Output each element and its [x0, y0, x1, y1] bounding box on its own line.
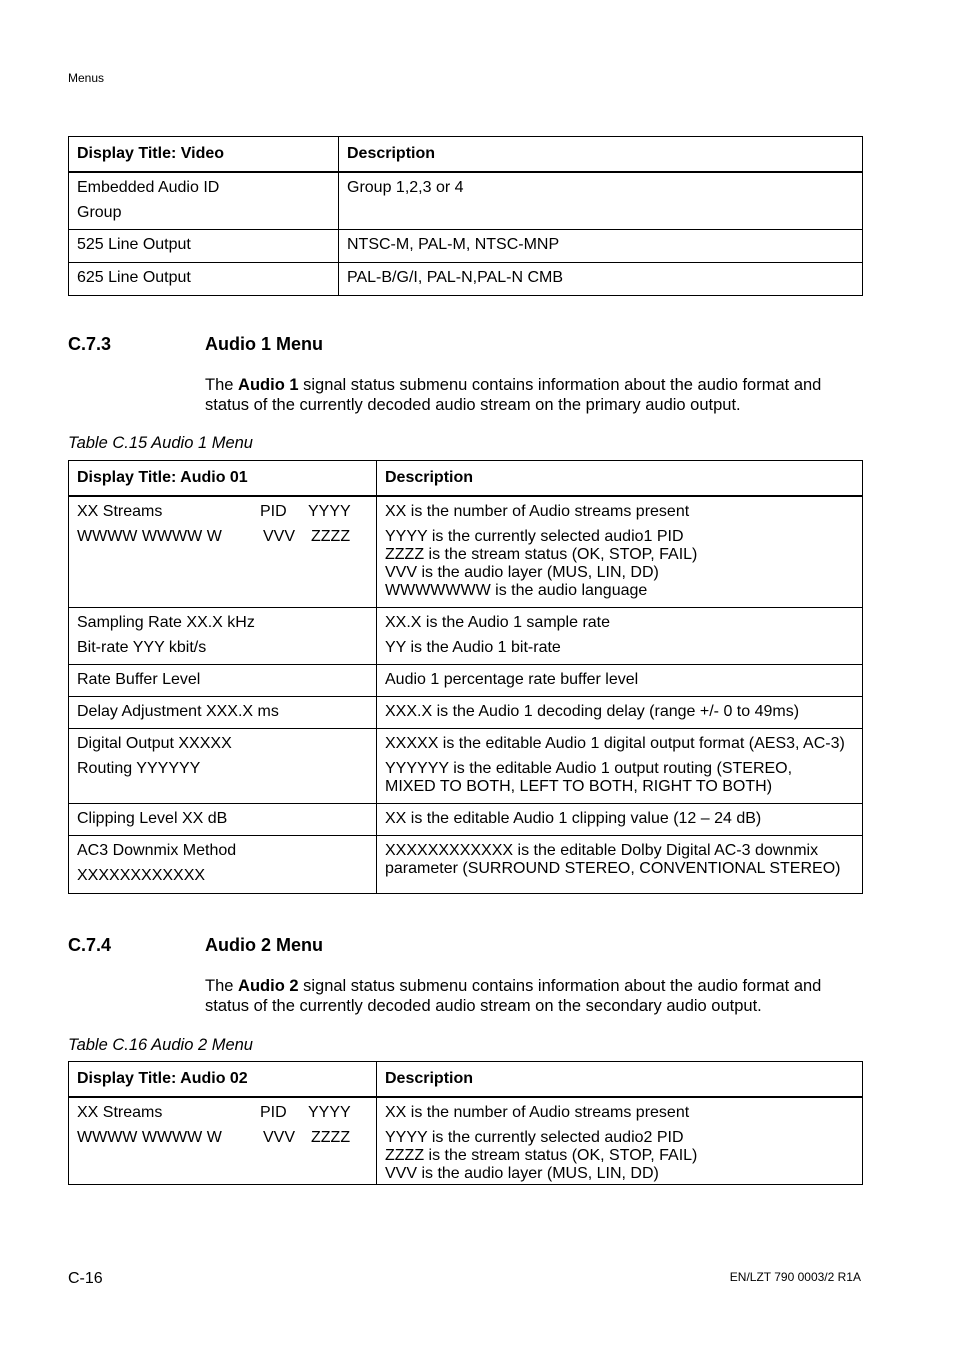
cell-text: parameter (SURROUND STEREO, CONVENTIONAL STEREO)	[385, 860, 841, 877]
cell-text: XXXXXXXXXXXX	[77, 867, 206, 884]
cell-text: YYYYYY is the editable Audio 1 output routing (STEREO,	[385, 760, 793, 777]
cell-text: XXX.X is the Audio 1 decoding delay (range +/- 0 to 49ms)	[385, 703, 800, 720]
table-caption: Table C.16 Audio 2 Menu	[68, 1036, 253, 1054]
table-row	[69, 697, 863, 729]
cell-text: XX.X is the Audio 1 sample rate	[385, 614, 611, 631]
table-row	[69, 1097, 863, 1185]
section-paragraph: The Audio 1 signal status submenu contains information about the audio format and status of the currently decoded audio stream on the primary audio output.	[205, 376, 822, 414]
cell-text: NTSC-M, PAL-M, NTSC-MNP	[347, 236, 560, 253]
streams-line: WWWW WWWW W VVV ZZZZ	[77, 528, 351, 545]
audio1-menu-table	[68, 460, 863, 894]
cell-text: XX is the number of Audio streams present	[385, 1104, 690, 1121]
cell-text: Routing YYYYYY	[77, 760, 201, 777]
column-header: Description	[377, 461, 863, 497]
column-header: Description	[377, 1062, 863, 1098]
running-header: Menus	[68, 71, 105, 85]
cell-text: XXXXX is the editable Audio 1 digital output format (AES3, AC-3)	[385, 735, 845, 752]
cell-text: Group 1,2,3 or 4	[347, 179, 464, 196]
cell-text: ZZZZ is the stream status (OK, STOP, FAIL)	[385, 1147, 698, 1164]
cell-text: XX is the editable Audio 1 clipping value (12 – 24 dB)	[385, 810, 762, 827]
table-row	[69, 496, 863, 608]
table-row	[69, 608, 863, 665]
table-row	[69, 804, 863, 836]
video-menu-table	[68, 136, 863, 296]
table-row	[69, 729, 863, 804]
column-header: Display Title: Audio 01	[69, 461, 377, 497]
column-header: Display Title: Audio 02	[69, 1062, 377, 1098]
cell-text: Embedded Audio ID	[77, 179, 220, 196]
cell-text: XX is the number of Audio streams present	[385, 503, 690, 520]
audio2-menu-table	[68, 1061, 863, 1185]
table-row	[69, 263, 863, 296]
bold-term: Audio 2	[238, 977, 299, 995]
cell-text: YYYY is the currently selected audio2 PID	[385, 1129, 684, 1146]
streams-line: XX Streams PID YYYY	[77, 503, 351, 520]
cell-text: VVV is the audio layer (MUS, LIN, DD)	[385, 1165, 659, 1182]
cell-text: Bit-rate YYY kbit/s	[77, 639, 207, 656]
streams-line: XX Streams PID YYYY	[77, 1104, 351, 1121]
cell-text: WWWWWWW is the audio language	[385, 582, 648, 599]
section-number: C.7.4	[68, 935, 112, 955]
section-title: Audio 2 Menu	[205, 935, 323, 955]
table-row	[69, 230, 863, 263]
table-row	[69, 836, 863, 894]
cell-text: ZZZZ is the stream status (OK, STOP, FAIL)	[385, 546, 698, 563]
cell-text: AC3 Downmix Method	[77, 842, 237, 859]
cell-text: XXXXXXXXXXXX is the editable Dolby Digital AC-3 downmix	[385, 842, 819, 859]
cell-text: VVV is the audio layer (MUS, LIN, DD)	[385, 564, 659, 581]
column-header: Description	[339, 137, 863, 173]
cell-text: PAL-B/G/I, PAL-N,PAL-N CMB	[347, 269, 564, 286]
cell-text: Clipping Level XX dB	[77, 810, 228, 827]
cell-text: MIXED TO BOTH, LEFT TO BOTH, RIGHT TO BOTH)	[385, 778, 773, 795]
column-header: Display Title: Video	[69, 137, 339, 173]
table-row	[69, 172, 863, 230]
bold-term: Audio 1	[238, 376, 299, 394]
cell-text: Delay Adjustment XXX.X ms	[77, 703, 279, 720]
cell-text: Sampling Rate XX.X kHz	[77, 614, 255, 631]
section-title: Audio 1 Menu	[205, 334, 323, 354]
section-number: C.7.3	[68, 334, 112, 354]
page-number: C-16	[68, 1270, 103, 1287]
table-row	[69, 665, 863, 697]
cell-text: 625 Line Output	[77, 269, 191, 286]
cell-text: 525 Line Output	[77, 236, 191, 253]
streams-line: WWWW WWWW W VVV ZZZZ	[77, 1129, 351, 1146]
cell-text: YYYY is the currently selected audio1 PID	[385, 528, 684, 545]
section-paragraph: The Audio 2 signal status submenu contains information about the audio format and status of the currently decoded audio stream on the secondary audio output.	[205, 977, 822, 1015]
cell-text: Digital Output XXXXX	[77, 735, 232, 752]
cell-text: Rate Buffer Level	[77, 671, 201, 688]
document-id: EN/LZT 790 0003/2 R1A	[729, 1270, 861, 1284]
cell-text: Audio 1 percentage rate buffer level	[385, 671, 639, 688]
table-caption: Table C.15 Audio 1 Menu	[68, 434, 253, 452]
cell-text: YY is the Audio 1 bit-rate	[385, 639, 561, 656]
cell-text: Group	[77, 204, 122, 221]
